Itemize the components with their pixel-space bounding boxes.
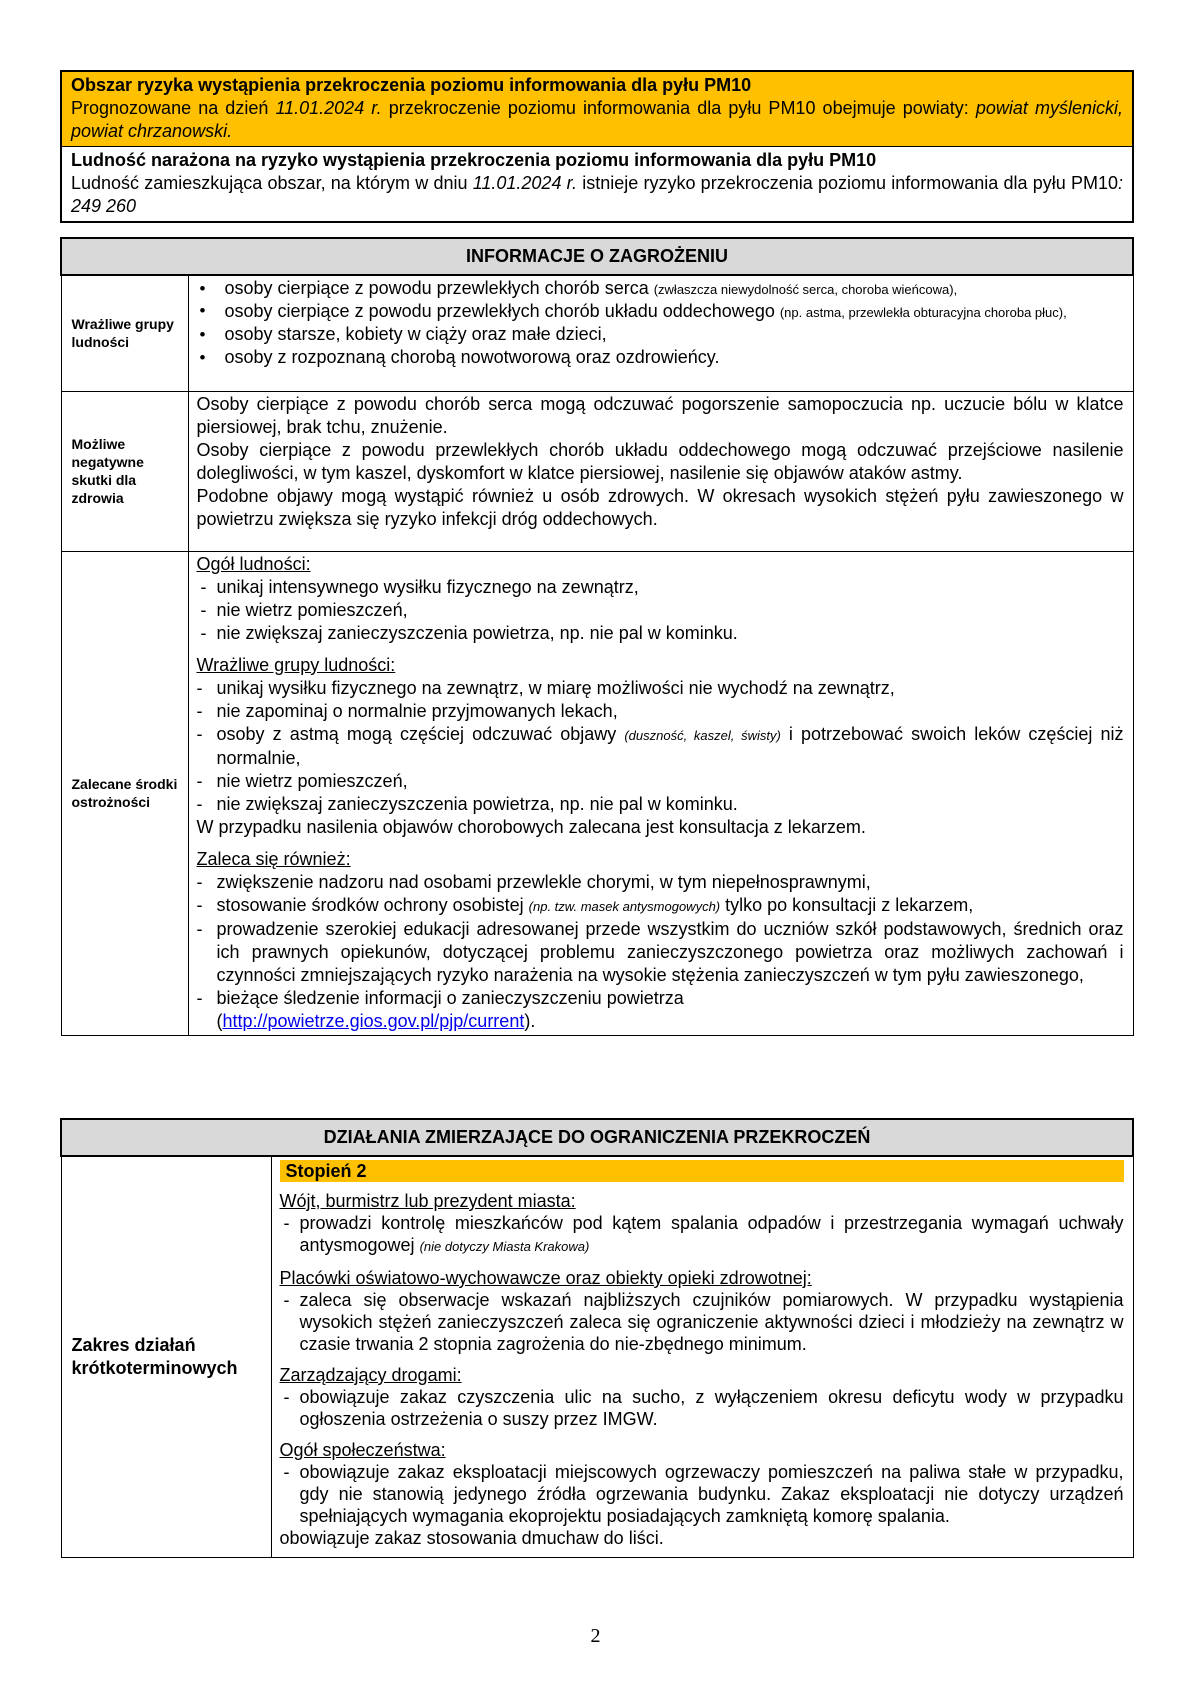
also-recommended-heading: Zaleca się również: xyxy=(196,848,351,869)
health-effect-paragraph: Osoby cierpiące z powodu chorób serca mogą odczuwać pogorszenie samopoczucia np. uczucie bólu w klatce piersiowej, brak tchu, znużenie. xyxy=(196,393,1124,437)
consultation-note: W przypadku nasilenia objawów chorobowych zalecana jest konsultacja z lekarzem. xyxy=(196,816,866,837)
list-item: - nie zwiększaj zanieczyszczenia powietrza, np. nie pal w kominku. xyxy=(197,793,1124,816)
population-heading: Ludność narażona na ryzyko wystąpienia przekroczenia poziomu informowania dla pyłu PM10 xyxy=(71,150,877,170)
page-number: 2 xyxy=(590,1625,601,1647)
list-item: - zwiększenie nadzoru nad osobami przewlekle chorymi, w tym niepełnosprawnymi, xyxy=(197,871,1124,894)
list-item: - unikaj wysiłku fizycznego na zewnątrz, w miarę możliwości nie wychodź na zewnątrz, xyxy=(197,677,1124,700)
list-item: - obowiązuje zakaz eksploatacji miejscowych ogrzewaczy pomieszczeń na paliwa stałe w przypadku, gdy nie stanowią jedynego źródła ogrzewania budynku. Zakaz eksploatacji nie dotyczy urządzeń spełniających wymagania ekoprojektu posiadających zamkniętą komorę spalania. xyxy=(280,1461,1124,1527)
list-item: - obowiązuje zakaz czyszczenia ulic na sucho, z wyłączeniem okresu deficytu wody w przypadku ogłoszenia ostrzeżenia o suszy przez IMGW. xyxy=(280,1386,1124,1430)
list-item: - nie zapominaj o normalnie przyjmowanych lekach, xyxy=(197,700,1124,723)
population-text: Ludność zamieszkująca obszar, na którym w dniu 11.01.2024 r. istnieje ryzyko przekroczenia poziomu informowania dla pyłu PM10: 249 260 xyxy=(71,173,1123,216)
list-item: - nie wietrz pomieszczeń, xyxy=(197,770,1124,793)
mayor-heading: Wójt, burmistrz lub prezydent miasta: xyxy=(279,1191,576,1211)
level-badge: Stopień 2 xyxy=(280,1160,1124,1182)
risk-area-section xyxy=(62,72,1132,146)
forecast-districts: powiat myślenicki, powiat chrzanowski. xyxy=(71,98,1123,141)
list-item: - prowadzenie szerokiej edukacji adresowanej przede wszystkim do uczniów szkół podstawowych, średnich oraz ich prawnych opiekunów, dotyczącej problemu zanieczyszczonego powietrza oraz możliwych zachowań i czynności zmniejszających ryzyko narażenia na wysokie stężenia zanieczyszczeń w tym pyłu zawieszonego, xyxy=(197,918,1124,987)
forecast-date: 11.01.2024 r. xyxy=(275,98,382,118)
health-effects-label: Możliwe negatywne skutki dla zdrowia xyxy=(61,391,188,551)
roads-heading: Zarządzający drogami: xyxy=(279,1365,462,1385)
list-item: - prowadzi kontrolę mieszkańców pod kątem spalania odpadów i przestrzegania wymagań uchwały antysmogowej (nie dotyczy Miasta Krakowa) xyxy=(280,1212,1124,1258)
health-effect-paragraph: Podobne objawy mogą wystąpić również u osób zdrowych. W okresach wysokich stężeń pyłu zawieszonego w powietrzu zwiększa się ryzyko infekcji dróg oddechowych. xyxy=(196,485,1124,529)
short-term-actions-label: Zakres działań krótkoterminowych xyxy=(61,1156,271,1558)
list-item: - zaleca się obserwacje wskazań najbliższych czujników pomiarowych. W przypadku wystąpienia wysokich stężeń zanieczyszczeń zaleca się ograniczenie aktywności dzieci i młodzieży na zewnątrz w czasie trwania 2 stopnia zagrożenia do nie-zbędnego minimum. xyxy=(280,1289,1124,1355)
population-value: : 249 260 xyxy=(71,173,1123,216)
vulnerable-groups-label: Wrażliwe grupy ludności xyxy=(61,275,188,391)
vulnerable-groups-heading: Wrażliwe grupy ludności: xyxy=(196,654,396,675)
list-item: • osoby z rozpoznaną chorobą nowotworową oraz ozdrowieńcy. xyxy=(197,346,1124,369)
population-section xyxy=(62,146,1132,221)
list-item: • osoby cierpiące z powodu przewlekłych chorób serca (zwłaszcza niewydolność serca, choroba wieńcowa), xyxy=(197,277,1124,301)
air-quality-link[interactable]: http://powietrze.gios.gov.pl/pjp/current xyxy=(222,1010,525,1031)
list-item: - stosowanie środków ochrony osobistej (np. tzw. masek antysmogowych) tylko po konsultacji z lekarzem, xyxy=(197,894,1124,918)
list-item: - bieżące śledzenie informacji o zanieczyszczeniu powietrza (http://powietrze.gios.gov.pl/pjp/current). xyxy=(197,987,1124,1033)
list-item: - nie wietrz pomieszczeń, xyxy=(197,599,1124,622)
actions-table xyxy=(60,1118,1134,1558)
vulnerable-groups-cell xyxy=(188,275,1133,391)
vulnerable-groups-list xyxy=(197,277,1124,369)
population-date: 11.01.2024 r. xyxy=(472,173,577,193)
hazard-info-table xyxy=(60,237,1134,1036)
schools-heading: Placówki oświatowo-wychowawcze oraz obiekty opieki zdrowotnej: xyxy=(279,1268,812,1288)
list-item: - nie zwiększaj zanieczyszczenia powietrza, np. nie pal w kominku. xyxy=(197,622,1124,645)
general-population-heading: Ogół ludności: xyxy=(196,553,311,574)
list-item: - unikaj intensywnego wysiłku fizycznego na zewnątrz, xyxy=(197,576,1124,599)
hazard-info-title: INFORMACJE O ZAGROŻENIU xyxy=(61,238,1133,275)
precautions-cell xyxy=(188,551,1133,1035)
health-effects-cell xyxy=(188,391,1133,551)
actions-title: DZIAŁANIA ZMIERZAJĄCE DO OGRANICZENIA PRZEKROCZEŃ xyxy=(61,1119,1133,1156)
list-item: • osoby starsze, kobiety w ciąży oraz małe dzieci, xyxy=(197,323,1124,346)
precautions-label: Zalecane środki ostrożności xyxy=(61,551,188,1035)
risk-area-box xyxy=(60,70,1134,223)
leaf-blower-ban: obowiązuje zakaz stosowania dmuchaw do liści. xyxy=(279,1528,664,1548)
risk-area-heading: Obszar ryzyka wystąpienia przekroczenia poziomu informowania dla pyłu PM10 xyxy=(71,75,752,95)
list-item: - osoby z astmą mogą częściej odczuwać objawy (duszność, kaszel, świsty) i potrzebować swoich leków częściej niż normalnie, xyxy=(197,723,1124,770)
forecast-text: Prognozowane na dzień 11.01.2024 r. przekroczenie poziomu informowania dla pyłu PM10 obejmuje powiaty: powiat myślenicki, powiat chrzanowski. xyxy=(71,98,1123,141)
health-effect-paragraph: Osoby cierpiące z powodu przewlekłych chorób układu oddechowego mogą odczuwać przejściowe nasilenie dolegliwości, w tym kaszel, dyskomfort w klatce piersiowej, nasilenie się objawów ataków astmy. xyxy=(196,439,1124,483)
list-item: • osoby cierpiące z powodu przewlekłych chorób układu oddechowego (np. astma, przewlekła obturacyjna choroba płuc), xyxy=(197,301,1124,323)
society-heading: Ogół społeczeństwa: xyxy=(279,1440,446,1460)
short-term-actions-cell xyxy=(271,1156,1133,1558)
